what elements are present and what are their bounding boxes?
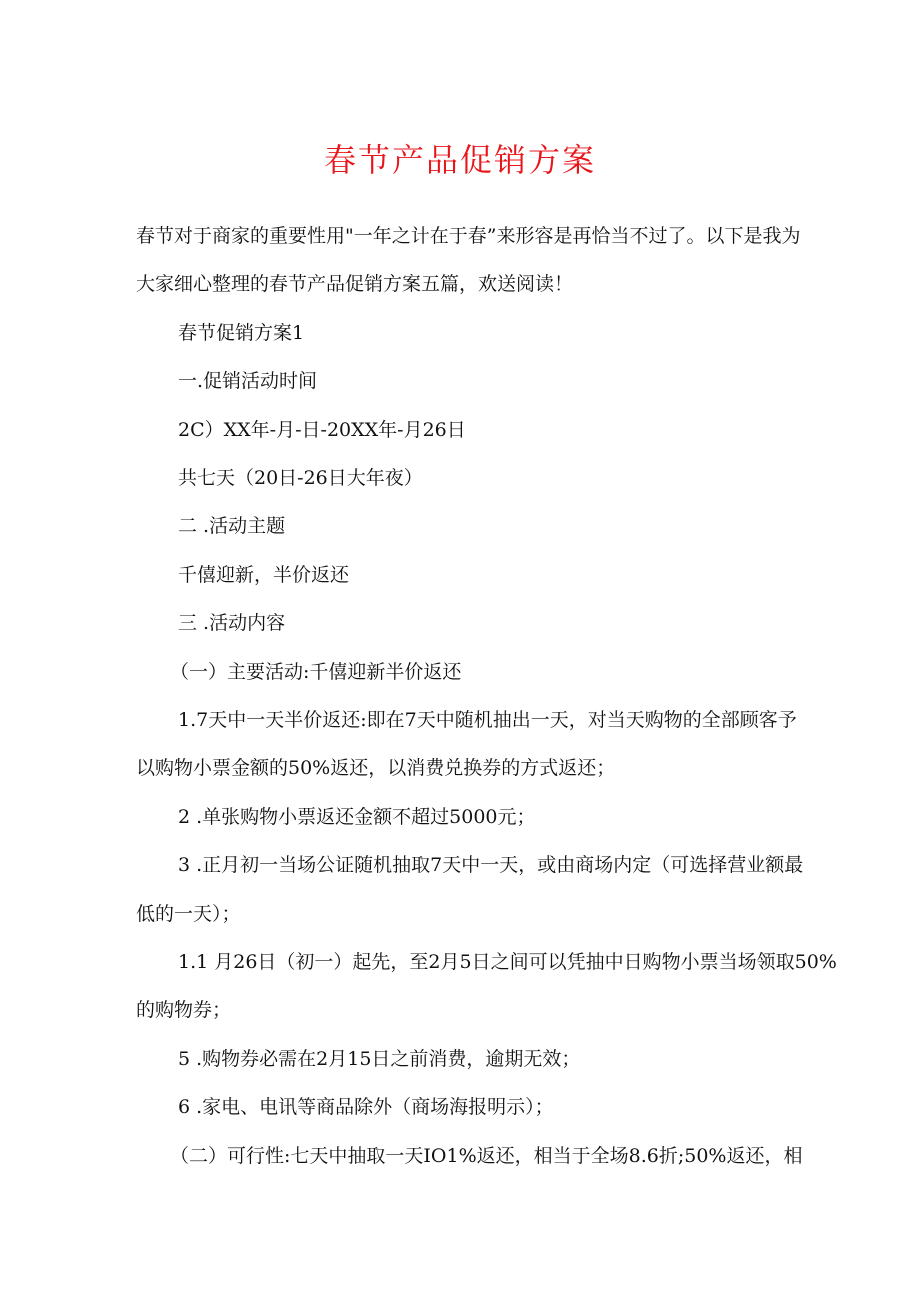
paragraph-text: 低的一天）； [136, 903, 241, 925]
paragraph-text: 5 .购物券必需在2月15日之前消费，逾期无效； [178, 1048, 581, 1070]
paragraph-text: 以购物小票金额的50%返还，以消费兑换券的方式返还； [136, 757, 616, 779]
paragraph-text: 1.1 月26日（初一）起先，至2月5日之间可以凭抽中日购物小票当场领取50% [178, 951, 837, 973]
item-heading-1: 一.促销活动时间 [178, 370, 318, 392]
item-heading-2: 二 .活动主题 [178, 515, 286, 537]
intro-line-2: 大家细心整理的春节产品促销方案五篇，欢送阅读！ [136, 273, 574, 295]
paragraph-text: 1.7天中一天半价返还:即在7天中随机抽出一天，对当天购物的全部顾客予 [178, 709, 797, 731]
sub-heading-2: （二）可行性:七天中抽取一天IO1%返还，相当于全场8.6折;50%返还，相 [170, 1145, 803, 1167]
paragraph-text: 的购物券； [136, 999, 232, 1021]
section-heading: 春节促销方案1 [178, 322, 305, 344]
sub-heading-1: （一）主要活动:千僖迎新半价返还 [170, 661, 462, 683]
paragraph-text: 2C）XX年-月-日-20XX年-月26日 [178, 419, 466, 441]
document-title: 春节产品促销方案 [323, 141, 596, 179]
item-heading-3: 三 .活动内容 [178, 612, 286, 634]
paragraph-text: 3 .正月初一当场公证随机抽取7天中一天，或由商场内定（可选择营业额最 [178, 854, 804, 876]
intro-line-1: 春节对于商家的重要性用"一年之计在于春”来形容是再恰当不过了。以下是我为 [136, 225, 801, 247]
paragraph-text: 6 .家电、电讯等商品除外（商场海报明示）； [178, 1096, 554, 1118]
paragraph-text: 共七天（20日-26日大年夜） [178, 467, 423, 489]
paragraph-text: 千僖迎新，半价返还 [178, 564, 350, 586]
paragraph-text: 2 .单张购物小票返还金额不超过5000元； [178, 806, 536, 828]
